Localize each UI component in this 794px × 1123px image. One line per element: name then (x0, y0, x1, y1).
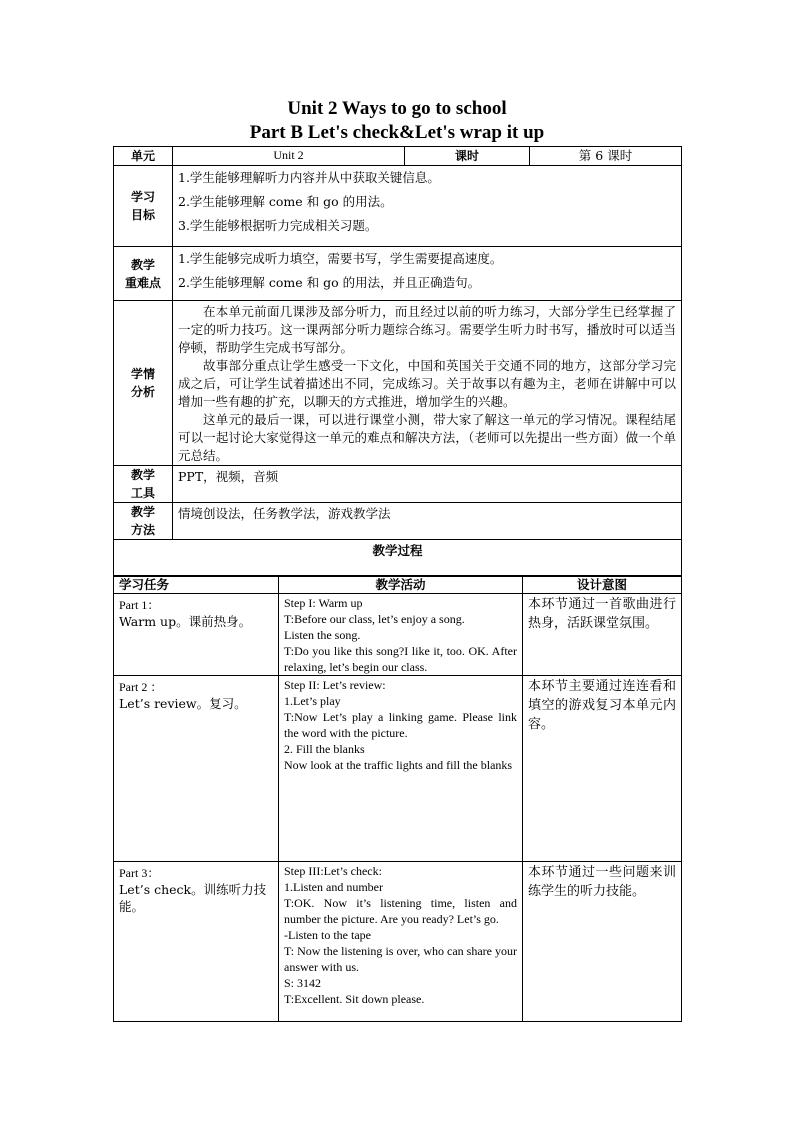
task-cell: Part 3： Let’s check。训练听力技能。 (114, 862, 279, 1022)
objective-item: 1.学生能够理解听力内容并从中获取关键信息。 (178, 170, 440, 185)
table-row (114, 676, 682, 862)
page-title: Unit 2 Ways to go to school (287, 98, 507, 119)
activity-cell: Step II: Let’s review: 1.Let’s play T:Now Let’s play a linking game. Please link the word with the picture. 2. Fill the blanks Now look at the traffic lights and fill the blanks (279, 676, 523, 862)
unit-label: 单元 (114, 147, 173, 166)
period-label: 课时 (405, 147, 530, 166)
analysis-content (173, 301, 682, 466)
analysis-paragraph: 在本单元前面几课涉及部分听力，而且经过以前的听力练习，大部分学生已经掌握了一定的听力技巧。这一课两部分听力题综合练习。需要学生听力时书写，播放时可以适当停顿，帮助学生完成书写部分。 (178, 304, 676, 355)
process-table (113, 575, 682, 1022)
objectives-content (173, 166, 682, 247)
intent-cell: 本环节主要通过连连看和填空的游戏复习本单元内容。 (523, 676, 682, 862)
tools-label: 教学 工具 (114, 466, 173, 503)
col-task-header: 学习任务 (114, 576, 279, 594)
objectives-label: 学习 目标 (114, 166, 173, 247)
methods-value: 情境创设法，任务教学法，游戏教学法 (173, 503, 682, 540)
activity-cell: Step III:Let’s check: 1.Listen and number T:OK. Now it’s listening time, listen and number the picture. Are you ready? Let’s go. -Listen to the tape T: Now the listening is over, who can share your answer with us. S: 3142 T:Excellent. Sit down please. (279, 862, 523, 1022)
period-value: 第 6 课时 (530, 147, 682, 166)
col-activity-header: 教学活动 (279, 576, 523, 594)
key-points-label: 教学 重难点 (114, 247, 173, 301)
intent-cell: 本环节通过一些问题来训练学生的听力技能。 (523, 862, 682, 1022)
process-title: 教学过程 (114, 540, 682, 577)
intent-cell: 本环节通过一首歌曲进行热身，活跃课堂氛围。 (523, 594, 682, 676)
analysis-label: 学情 分析 (114, 301, 173, 466)
analysis-paragraph: 这单元的最后一课，可以进行课堂小测，带大家了解这一单元的学习情况。课程结尾可以一起讨论大家觉得这一单元的难点和解决方法，（老师可以先提出一些方面）做一个单元总结。 (178, 412, 676, 463)
task-cell: Part 2 ： Let’s review。复习。 (114, 676, 279, 862)
table-row (114, 594, 682, 676)
table-row (114, 862, 682, 1022)
activity-cell: Step I: Warm up T:Before our class, let’s enjoy a song. Listen the song. T:Do you like this song?I like it, too. OK. After relaxing, let’s begin our class. (279, 594, 523, 676)
tools-value: PPT，视频，音频 (173, 466, 682, 503)
key-point-item: 1.学生能够完成听力填空，需要书写，学生需要提高速度。 (178, 251, 503, 266)
objective-item: 2.学生能够理解 come 和 go 的用法。 (178, 194, 393, 209)
methods-label: 教学 方法 (114, 503, 173, 540)
key-points-content (173, 247, 682, 301)
lesson-info-table (113, 146, 682, 577)
unit-value: Unit 2 (173, 147, 405, 166)
page-subtitle: Part B Let's check&Let's wrap it up (249, 122, 545, 143)
key-point-item: 2.学生能够理解 come 和 go 的用法，并且正确造句。 (178, 275, 481, 290)
objective-item: 3.学生能够根据听力完成相关习题。 (178, 218, 378, 233)
analysis-paragraph: 故事部分重点让学生感受一下文化，中国和英国关于交通不同的地方，这部分学习完成之后，可让学生试着描述出不同，完成练习。关于故事以有趣为主，老师在讲解中可以增加一些有趣的扩充，以聊天的方式推进，增加学生的兴趣。 (178, 358, 676, 409)
task-cell: Part 1： Warm up。课前热身。 (114, 594, 279, 676)
col-intent-header: 设计意图 (523, 576, 682, 594)
